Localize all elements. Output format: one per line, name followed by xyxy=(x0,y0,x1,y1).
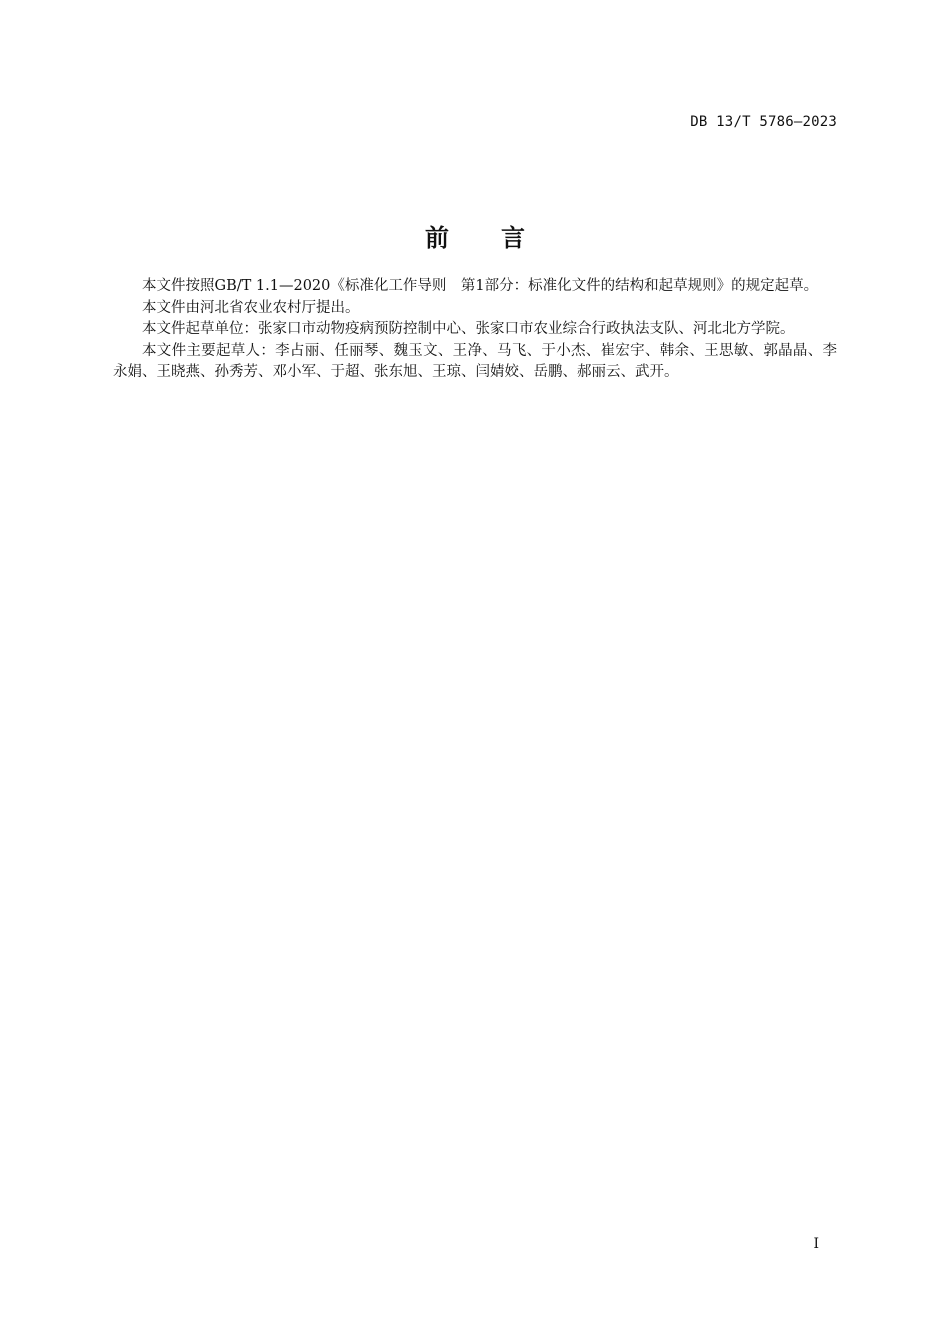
document-code: DB 13/T 5786—2023 xyxy=(690,114,837,130)
title-char-left: 前 xyxy=(425,224,449,252)
foreword-body xyxy=(113,276,837,384)
title-char-right: 言 xyxy=(501,224,525,252)
paragraph-drafters: 本文件主要起草人：李占丽、任丽琴、魏玉文、王净、马飞、于小杰、崔宏宇、韩余、王思敏、郭晶晶、李永娟、王晓燕、孙秀芳、邓小军、于超、张东旭、王琼、闫婧姣、岳鹏、郝丽云、武开。 xyxy=(113,342,837,380)
paragraph-standard-reference: 本文件按照GB/T 1.1—2020《标准化工作导则 第1部分：标准化文件的结构和起草规则》的规定起草。 xyxy=(142,278,819,294)
page-number: I xyxy=(813,1236,819,1252)
paragraph-drafting-units: 本文件起草单位：张家口市动物疫病预防控制中心、张家口市农业综合行政执法支队、河北北方学院。 xyxy=(142,321,795,337)
paragraph-proposer: 本文件由河北省农业农村厅提出。 xyxy=(142,299,360,316)
page-title xyxy=(0,218,950,253)
